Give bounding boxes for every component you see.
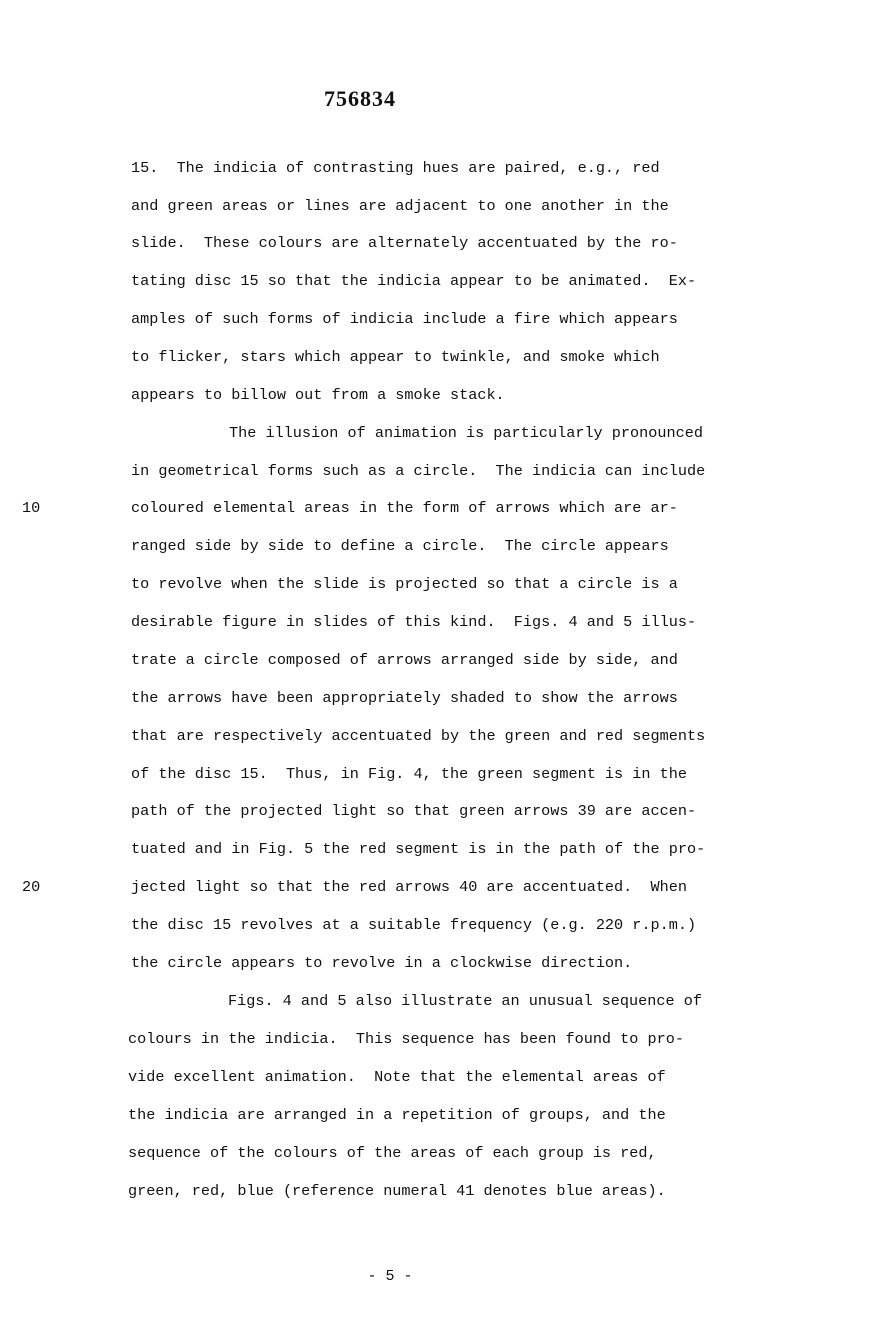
- text-line: the circle appears to revolve in a clockwise direction.: [131, 954, 633, 972]
- text-line: desirable figure in slides of this kind. Figs. 4 and 5 illus-: [131, 613, 697, 631]
- text-line: colours in the indicia. This sequence has been found to pro-: [128, 1030, 684, 1048]
- document-number: 756834: [324, 86, 396, 111]
- text-line: coloured elemental areas in the form of arrows which are ar-: [131, 499, 678, 517]
- paragraph-start-line: Figs. 4 and 5 also illustrate an unusual sequence of: [228, 992, 702, 1010]
- text-line: amples of such forms of indicia include a fire which appears: [131, 310, 678, 328]
- text-line: 15. The indicia of contrasting hues are paired, e.g., red: [131, 159, 660, 177]
- text-line: the disc 15 revolves at a suitable frequency (e.g. 220 r.p.m.): [131, 916, 697, 934]
- text-line: path of the projected light so that green arrows 39 are accen-: [131, 802, 697, 820]
- text-line: that are respectively accentuated by the green and red segments: [131, 727, 706, 745]
- text-line: jected light so that the red arrows 40 are accentuated. When: [131, 878, 687, 896]
- page-number: - 5 -: [367, 1268, 413, 1285]
- text-line: the indicia are arranged in a repetition of groups, and the: [128, 1106, 666, 1124]
- text-line: and green areas or lines are adjacent to one another in the: [131, 197, 669, 215]
- text-line: the arrows have been appropriately shaded to show the arrows: [131, 689, 678, 707]
- text-line: to flicker, stars which appear to twinkle, and smoke which: [131, 348, 660, 366]
- text-line: in geometrical forms such as a circle. The indicia can include: [131, 462, 706, 480]
- text-line: tuated and in Fig. 5 the red segment is in the path of the pro-: [131, 840, 706, 858]
- text-line: vide excellent animation. Note that the elemental areas of: [128, 1068, 666, 1086]
- text-line: to revolve when the slide is projected so that a circle is a: [131, 575, 678, 593]
- text-line: of the disc 15. Thus, in Fig. 4, the green segment is in the: [131, 765, 687, 783]
- text-line: appears to billow out from a smoke stack.: [131, 386, 505, 404]
- margin-line-number: 20: [22, 878, 41, 896]
- margin-line-number: 10: [22, 499, 41, 517]
- text-line: green, red, blue (reference numeral 41 denotes blue areas).: [128, 1182, 666, 1200]
- text-line: tating disc 15 so that the indicia appear to be animated. Ex-: [131, 272, 697, 290]
- text-line: trate a circle composed of arrows arranged side by side, and: [131, 651, 678, 669]
- paragraph-start-line: The illusion of animation is particularly pronounced: [229, 424, 703, 442]
- text-line: sequence of the colours of the areas of each group is red,: [128, 1144, 657, 1162]
- text-line: ranged side by side to define a circle. The circle appears: [131, 537, 669, 555]
- text-line: slide. These colours are alternately accentuated by the ro-: [131, 234, 678, 252]
